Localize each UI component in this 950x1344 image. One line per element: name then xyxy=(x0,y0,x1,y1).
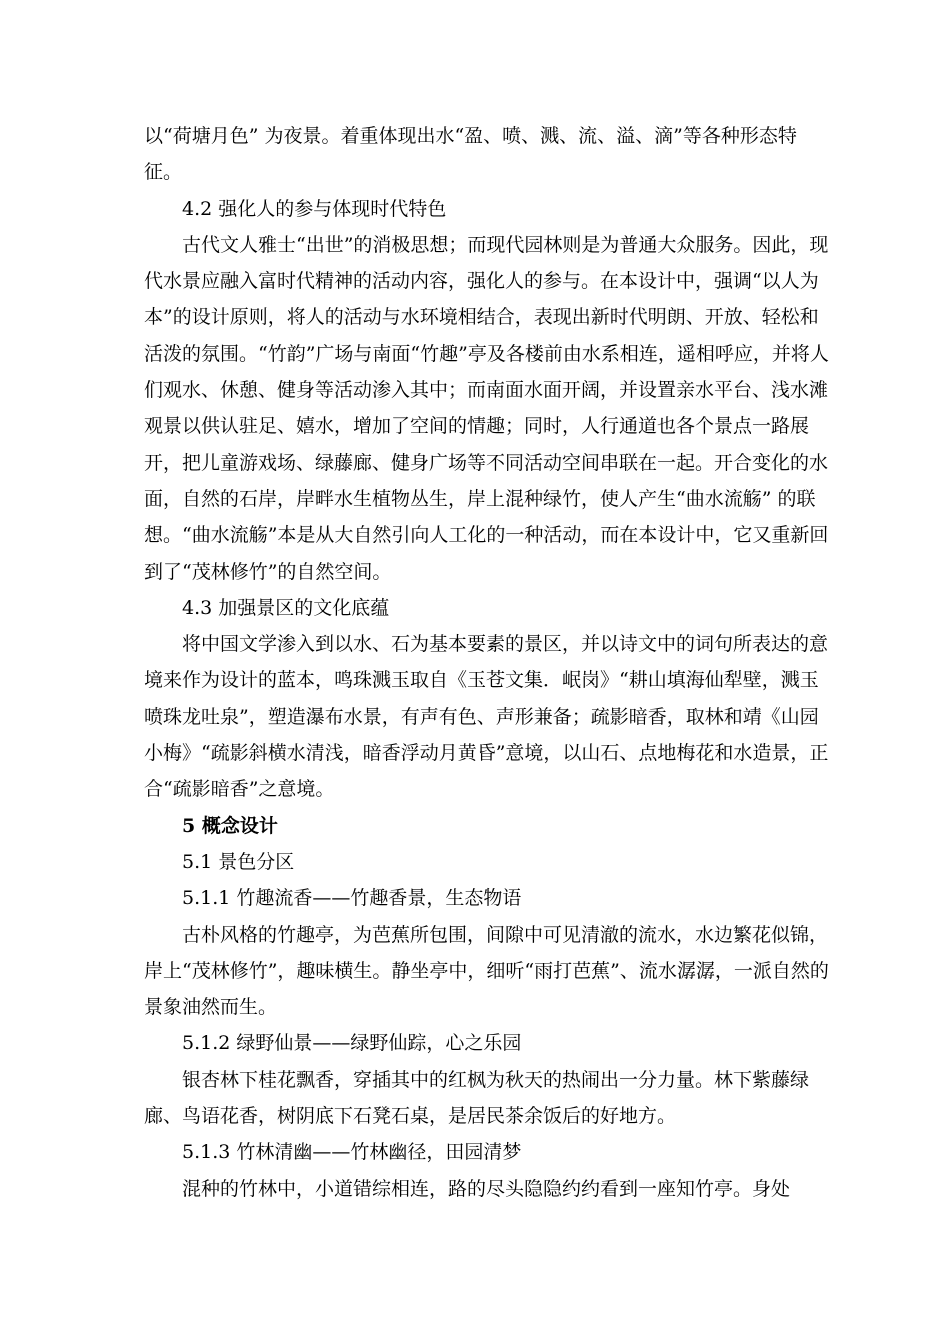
section-heading-5-1-1: 5.1.1 竹趣流香——竹趣香景，生态物语 xyxy=(182,887,522,910)
section-heading-4-3: 4.3 加强景区的文化底蕴 xyxy=(182,596,390,619)
chapter-heading-5: 5 概念设计 xyxy=(182,814,278,837)
section-heading-5-1: 5.1 景色分区 xyxy=(182,850,295,873)
paragraph-5-1-3-body: 混种的竹林中，小道错综相连，路的尽头隐隐约约看到一座知竹亭。身处 xyxy=(182,1177,791,1200)
paragraph-4-2-body: 古代文人雅士“出世”的消极思想；而现代园林则是为普通大众服务。因此，现代水景应融入富时代精神的活动内容，强化人的参与。在本设计中，强调“以人为本”的设计原则，将人的活动与水环境相结合，表现出新时代明朗、开放、轻松和活泼的氛围。“竹韵”广场与南面“竹趣”亭及各楼前由水系相连，遥相呼应，并将人们观水、休憩、健身等活动渗入其中；而南面水面开阔，并设置亲水平台、浅水滩观景以供认驻足、嬉水，增加了空间的情趣；同时，人行通道也各个景点一路展开，把儿童游戏场、绿藤廊、健身广场等不同活动空间串联在一起。开合变化的水面，自然的石岸，岸畔水生植物丛生，岸上混种绿竹，使人产生“曲水流觞” 的联想。“曲水流觞”本是从大自然引向人工化的一种活动，而在本设计中，它又重新回到了“茂林修竹”的自然空间。 xyxy=(144,233,829,583)
document-body xyxy=(144,118,834,1207)
paragraph-5-1-2-body: 银杏林下桂花飘香，穿插其中的红枫为秋天的热闹出一分力量。林下紫藤绿廊、鸟语花香，树阴底下石凳石桌，是居民茶余饭后的好地方。 xyxy=(144,1068,810,1128)
section-heading-4-2: 4.2 强化人的参与体现时代特色 xyxy=(182,197,447,220)
paragraph-5-1-1-body: 古朴风格的竹趣亭，为芭蕉所包围，间隙中可见清澈的流水，水边繁花似锦，岸上“茂林修竹”，趣味横生。静坐亭中，细听“雨打芭蕉”、流水潺潺，一派自然的景象油然而生。 xyxy=(144,923,829,1019)
paragraph-continuation: 以“荷塘月色” 为夜景。着重体现出水“盈、喷、溅、流、溢、滴”等各种形态特征。 xyxy=(144,125,797,184)
section-heading-5-1-3: 5.1.3 竹林清幽——竹林幽径，田园清梦 xyxy=(182,1141,522,1164)
paragraph-4-3-body: 将中国文学渗入到以水、石为基本要素的景区，并以诗文中的词句所表达的意境来作为设计的蓝本，鸣珠溅玉取自《玉苍文集．岷岗》“耕山填海仙犁壁，溅玉喷珠龙吐泉”，塑造瀑布水景，有声有色、声形兼备；疏影暗香，取林和靖《山园小梅》“疏影斜横水清浅，暗香浮动月黄昏”意境，以山石、点地梅花和水造景，正合“疏影暗香”之意境。 xyxy=(144,633,829,801)
section-heading-5-1-2: 5.1.2 绿野仙景——绿野仙踪，心之乐园 xyxy=(182,1032,522,1055)
